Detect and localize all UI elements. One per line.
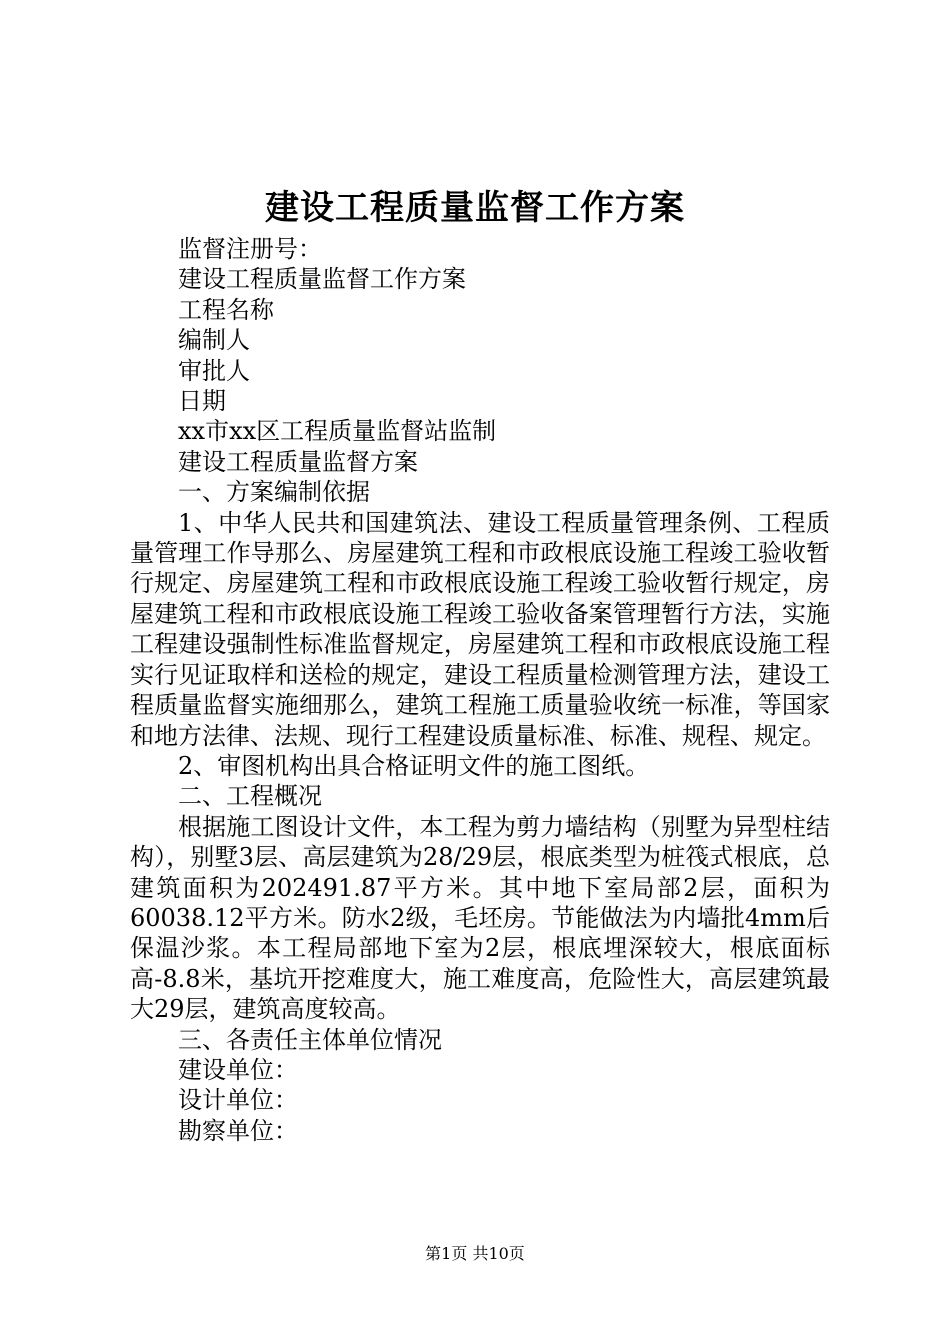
paragraph-subtitle: 建设工程质量监督方案 <box>178 447 418 476</box>
paragraph-plan-name: 建设工程质量监督工作方案 <box>178 265 466 294</box>
paragraph-approver: 审批人 <box>178 356 250 385</box>
paragraph-registration-no: 监督注册号： <box>178 235 322 263</box>
paragraph-overview: 根据施工图设计文件，本工程为剪力墙结构（别墅为异型柱结构），别墅3层、高层建筑为28/29层，根底类型为桩筏式根底，总建筑面积为202491.87平方米。其中地下室局部2层，面积为60038.12平方米。防水2级，毛坯房。节能做法为内墙批4mm后保温沙浆。本工程局部地下室为2层，根底埋深较大，根底面标高-8.8米，基坑开挖难度大，施工难度高，危险性大，高层建筑最大29层，建筑高度较高。 <box>130 812 830 1024</box>
document-body <box>130 234 830 1146</box>
paragraph-compiler: 编制人 <box>178 326 250 355</box>
paragraph-survey-unit: 勘察单位： <box>178 1116 298 1145</box>
paragraph-project-name: 工程名称 <box>178 295 274 324</box>
document-title: 建设工程质量监督工作方案 <box>265 188 685 228</box>
paragraph-basis-drawings: 2、审图机构出具合格证明文件的施工图纸。 <box>178 751 650 780</box>
page-footer: 第1页 共10页 <box>425 1244 525 1263</box>
paragraph-issuer: xx市xx区工程质量监督站监制 <box>178 417 497 446</box>
section-heading-basis: 一、方案编制依据 <box>178 478 370 507</box>
section-heading-parties: 三、各责任主体单位情况 <box>178 1025 442 1054</box>
paragraph-basis-laws: 1、中华人民共和国建筑法、建设工程质量管理条例、工程质量管理工作导那么、房屋建筑工程和市政根底设施工程竣工验收暂行规定、房屋建筑工程和市政根底设施工程竣工验收暂行规定，房屋建筑工程和市政根底设施工程竣工验收备案管理暂行方法，实施工程建设强制性标准监督规定，房屋建筑工程和市政根底设施工程实行见证取样和送检的规定，建设工程质量检测管理方法，建设工程质量监督实施细那么，建筑工程施工质量验收统一标准，等国家和地方法律、法规、现行工程建设质量标准、标准、规程、规定。 <box>130 508 830 750</box>
section-heading-overview: 二、工程概况 <box>178 782 322 811</box>
paragraph-date: 日期 <box>178 387 226 416</box>
paragraph-design-unit: 设计单位： <box>178 1086 298 1115</box>
paragraph-construction-unit: 建设单位： <box>178 1055 298 1084</box>
